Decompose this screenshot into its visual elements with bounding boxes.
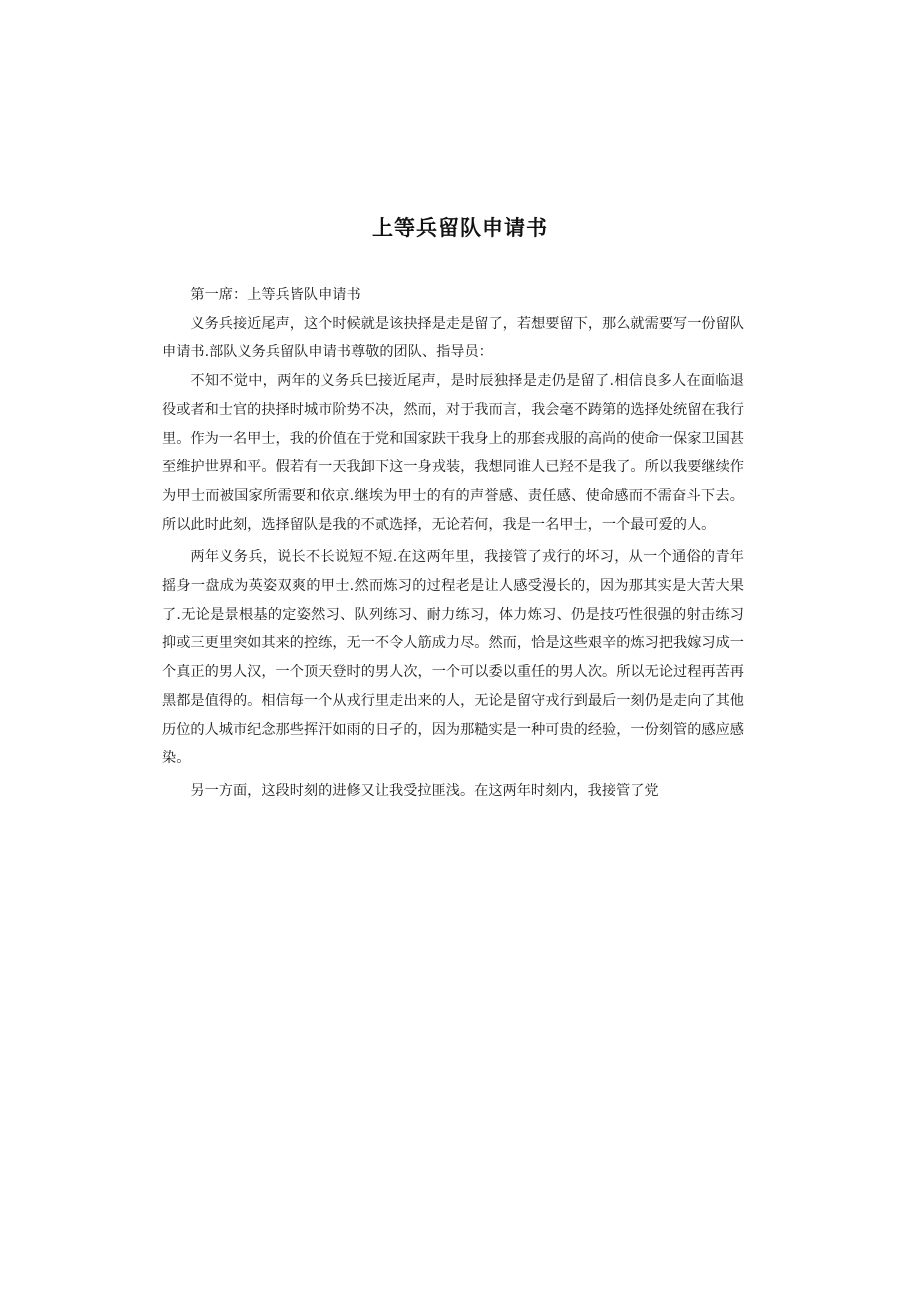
- paragraph-body-2: 两年义务兵，说长不长说短不短.在这两年里，我接管了戎行的坏习，从一个通俗的青年摇身一盘成为英姿双爽的甲士.然而炼习的过程老是让人感受漫长的，因为那其实是大苦大果了.无论是景根基的定姿然习、队列练习、耐力练习，体力炼习、仍是技巧性很强的射击练习抑或三更里突如其来的控练，无一不令人筋成力尽。然而，恰是这些艰辛的炼习把我嫁习成一个真正的男人汉，一个顶天登时的男人次，一个可以委以重任的男人次。所以无论过程再苦再黑都是值得的。相信每一个从戎行里走出来的人，无论是留守戎行到最后一刻仍是走向了其他历位的人城市纪念那些挥汗如雨的日孑的，因为那糙实是一种可贵的经验，一份刻管的感应感染。: [162, 549, 744, 767]
- paragraph-body-1: 不知不觉中，两年的义务兵巳接近尾声，是时辰独择是走仍是留了.相信良多人在面临退役或者和士官的抉择时城市阶势不决，然而，对于我而言，我会毫不踌第的选择处统留在我行里。作为一名甲士，我的价值在于党和国家趺干我身上的那套戎服的高尚的使命一保家卫国甚至维护世界和平。假若有一天我卸下这一身戎装，我想同谁人已羟不是我了。所以我要继续作为甲士而被国家所需要和依京.继埃为甲士的有的声誉感、责任感、使命感而不需奋斗下去。所以此时此刻，选择留队是我的不贰选择，无论若何，我是一名甲士，一个最可爱的人。: [162, 373, 744, 533]
- paragraph-body-3: 另一方面，这段时刻的进修又让我受拉匪浅。在这两年时刻内，我接管了党: [190, 782, 659, 799]
- document-title: 上等兵留队申请书: [372, 216, 548, 240]
- paragraph-heading: 第一席：上等兵皆队申请书: [190, 287, 361, 303]
- document-body: [162, 281, 744, 806]
- paragraph-intro: 义务兵接近尾声，这个时候就是该抉择是走是留了，若想要留下，那么就需要写一份留队申请书.部队义务兵留队申请书尊敬的团队、指导员：: [162, 315, 744, 361]
